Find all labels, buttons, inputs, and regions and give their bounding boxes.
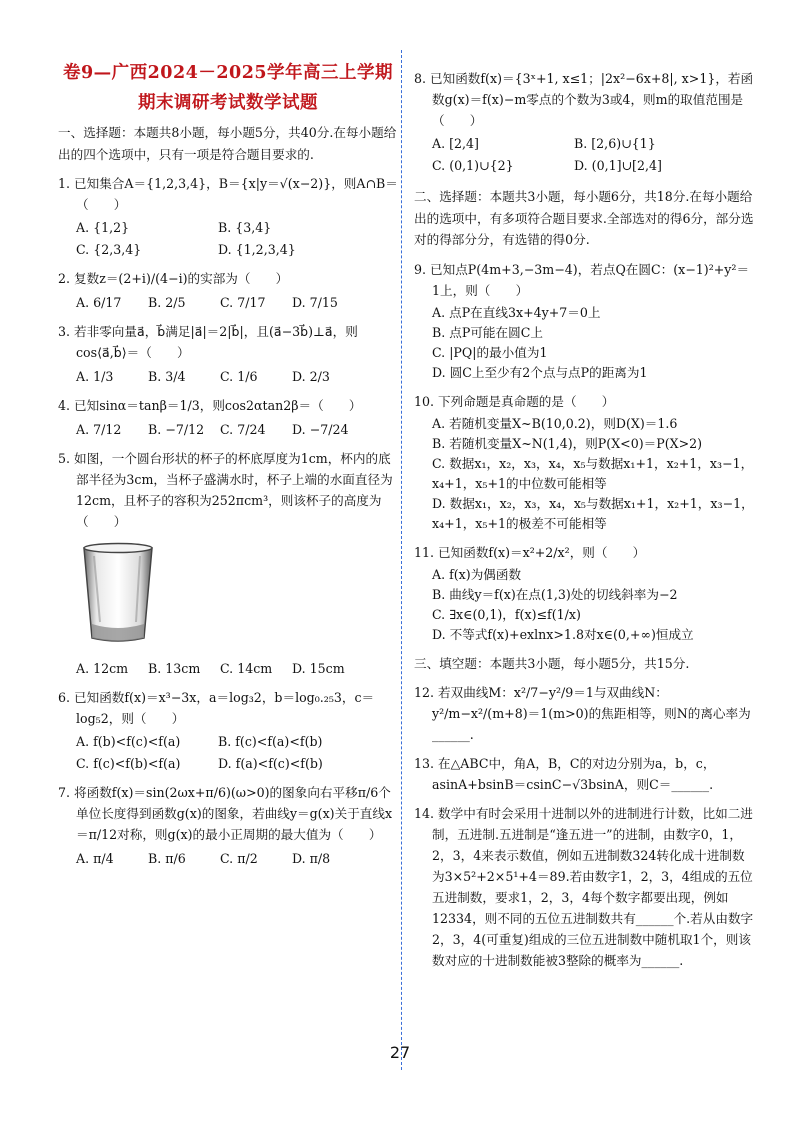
question-7 xyxy=(58,782,398,869)
option-c: C. ∃x∈(0,1)，f(x)≤f(1/x) xyxy=(432,606,581,622)
question-text: 6. 已知函数f(x)＝x³−3x，a＝log₃2，b＝log₀.₂₅3，c＝log₅2，则（ ） xyxy=(58,690,375,726)
section-2-header: 二、选择题：本题共3小题，每小题6分，共18分.在每小题给出的选项中，有多项符合题目要求.全部选对的得6分，部分选对的得部分分，有选错的得0分. xyxy=(414,189,754,247)
question-10 xyxy=(414,391,754,534)
option-a: A. f(x)为偶函数 xyxy=(432,566,522,582)
question-4 xyxy=(58,395,398,440)
option-c: C. f(c)<f(b)<f(a) xyxy=(76,756,181,771)
option-c: C. π/2 xyxy=(220,851,258,866)
option-a: A. [2,4] xyxy=(432,136,479,151)
option-b: B. −7/12 xyxy=(148,422,205,437)
title-line-2: 期末调研考试数学试题 xyxy=(138,93,318,113)
option-b: B. π/6 xyxy=(148,851,186,866)
question-6 xyxy=(58,687,398,774)
option-c: C. {2,3,4} xyxy=(76,242,142,257)
question-text: 10. 下列命题是真命题的是（ ） xyxy=(414,393,615,409)
options xyxy=(414,414,754,534)
question-text: 2. 复数z＝(2+i)/(4−i)的实部为（ ） xyxy=(58,271,289,286)
question-5 xyxy=(58,448,398,679)
option-b: B. 点P可能在圆C上 xyxy=(432,324,543,340)
option-d: D. −7/24 xyxy=(292,422,349,437)
option-a: A. 12cm xyxy=(76,661,129,676)
question-9 xyxy=(414,259,754,383)
right-column xyxy=(414,58,754,971)
option-b: B. 13cm xyxy=(148,661,201,676)
option-d: D. 15cm xyxy=(292,661,345,676)
option-d: D. (0,1]∪[2,4] xyxy=(574,158,662,173)
options xyxy=(58,731,398,774)
option-a: A. 点P在直线3x+4y+7＝0上 xyxy=(432,304,601,320)
question-12 xyxy=(414,682,754,745)
question-text: 14. 数学中有时会采用十进制以外的进制进行计数，比如二进制，五进制.五进制是“逢五进一”的进制，由数字0，1，2，3，4来表示数值，例如五进制数324转化成十进制数为3×5²+2×5¹+4＝89.若由数字1，2，3，4组成的五位五进制数，要求1，2，3，4每个数字都要出现，例如12334，则不同的五位五进制数共有______个.若从由数字2，3，4(可重复)组成的三位五进制数中随机取1个，则该数对应的十进制数能被3整除的概率为______. xyxy=(414,806,754,968)
option-b: B. 若随机变量X~N(1,4)，则P(X<0)＝P(X>2) xyxy=(432,435,703,451)
question-1 xyxy=(58,173,398,260)
option-d: D. π/8 xyxy=(292,851,331,866)
option-a: A. {1,2} xyxy=(76,220,130,235)
option-a: A. 7/12 xyxy=(76,422,122,437)
option-a: A. 1/3 xyxy=(76,369,114,384)
option-a: A. f(b)<f(c)<f(a) xyxy=(76,734,181,749)
section-3-header: 三、填空题：本题共3小题，每小题5分，共15分. xyxy=(414,655,690,671)
option-c: C. 7/17 xyxy=(220,295,266,310)
option-d: D. 圆C上至少有2个点与点P的距离为1 xyxy=(432,364,648,380)
question-text: 12. 若双曲线M：x²/7−y²/9＝1与双曲线N：y²/m−x²/(m+8)＝1(m>0)的焦距相等，则N的离心率为______. xyxy=(414,685,751,742)
question-text: 1. 已知集合A＝{1,2,3,4}，B＝{x|y＝√(x−2)}，则A∩B＝（ ） xyxy=(58,176,398,212)
exam-title xyxy=(58,58,398,118)
question-11 xyxy=(414,542,754,645)
question-text: 9. 已知点P(4m+3,−3m−4)，若点Q在圆C：(x−1)²+y²＝1上，则（ ） xyxy=(414,261,750,298)
option-b: B. {3,4} xyxy=(218,220,272,235)
option-b: B. f(c)<f(a)<f(b) xyxy=(218,734,323,749)
option-d: D. 数据x₁，x₂，x₃，x₄，x₅与数据x₁+1，x₂+1，x₃−1，x₄+1，x₅+1的极差不可能相等 xyxy=(432,495,754,531)
page-number: 27 xyxy=(389,1043,411,1062)
option-b: B. 曲线y＝f(x)在点(1,3)处的切线斜率为−2 xyxy=(432,586,678,602)
options xyxy=(58,217,398,260)
option-d: D. f(a)<f(c)<f(b) xyxy=(218,756,323,771)
question-3 xyxy=(58,321,398,387)
question-text: 7. 将函数f(x)＝sin(2ωx+π/6)(ω>0)的图象向右平移π/6个单位长度得到函数g(x)的图象，若曲线y＝g(x)关于直线x＝π/12对称，则g(x)的最小正周期的最大值为（ ） xyxy=(58,785,393,842)
option-d: D. 2/3 xyxy=(292,369,330,384)
option-a: A. 若随机变量X~B(10,0.2)，则D(X)＝1.6 xyxy=(432,415,678,431)
glass-cup-illustration xyxy=(80,542,156,646)
options xyxy=(58,366,398,387)
options xyxy=(58,848,398,869)
option-c: C. 数据x₁，x₂，x₃，x₄，x₅与数据x₁+1，x₂+1，x₃−1，x₄+1，x₅+1的中位数可能相等 xyxy=(432,455,754,491)
question-text: 4. 已知sinα＝tanβ＝1/3，则cos2αtan2β＝（ ） xyxy=(58,398,362,413)
option-d: D. 7/15 xyxy=(292,295,338,310)
question-13 xyxy=(414,753,754,795)
question-text: 11. 已知函数f(x)＝x²+2/x²，则（ ） xyxy=(414,544,646,560)
options xyxy=(414,133,754,176)
question-text: 5. 如图，一个圆台形状的杯子的杯底厚度为1cm，杯内的底部半径为3cm，当杯子盛满水时，杯子上端的水面直径为12cm，且杯子的容积为252πcm³，则该杯子的高度为（ ） xyxy=(58,451,393,529)
section-1-header: 一、选择题：本题共8小题，每小题5分，共40分.在每小题给出的四个选项中，只有一项是符合题目要求的. xyxy=(58,125,397,162)
cup-image xyxy=(80,542,398,652)
option-c: C. |PQ|的最小值为1 xyxy=(432,344,548,360)
option-b: B. 3/4 xyxy=(148,369,186,384)
column-divider xyxy=(401,50,402,1070)
options xyxy=(414,303,754,383)
question-8 xyxy=(414,68,754,176)
option-c: C. 14cm xyxy=(220,661,273,676)
options xyxy=(58,419,398,440)
option-b: B. [2,6)∪{1} xyxy=(574,136,656,151)
left-column xyxy=(58,58,398,869)
question-2 xyxy=(58,268,398,313)
option-a: A. π/4 xyxy=(76,851,114,866)
question-text: 8. 已知函数f(x)＝{3ˣ+1, x≤1；|2x²−6x+8|, x>1}，若函数g(x)＝f(x)−m零点的个数为3或4，则m的取值范围是（ ） xyxy=(414,71,754,128)
option-d: D. 不等式f(x)+exlnx>1.8对x∈(0,+∞)恒成立 xyxy=(432,626,694,642)
option-a: A. 6/17 xyxy=(76,295,122,310)
option-c: C. (0,1)∪{2} xyxy=(432,158,514,173)
question-text: 3. 若非零向量a⃗，b⃗满足|a⃗|＝2|b⃗|，且(a⃗−3b⃗)⊥a⃗，则cos⟨a⃗,b⃗⟩＝（ ） xyxy=(58,324,358,360)
option-d: D. {1,2,3,4} xyxy=(218,242,296,257)
option-c: C. 7/24 xyxy=(220,422,266,437)
options xyxy=(58,292,398,313)
options xyxy=(58,658,398,679)
option-c: C. 1/6 xyxy=(220,369,258,384)
option-b: B. 2/5 xyxy=(148,295,186,310)
options xyxy=(414,565,754,645)
title-line-1: 卷9—广西2024－2025学年高三上学期 xyxy=(62,63,394,83)
question-text: 13. 在△ABC中，角A，B，C的对边分别为a，b，c，asinA+bsinB＝csinC−√3bsinA，则C＝______. xyxy=(414,756,716,792)
question-14 xyxy=(414,803,754,971)
